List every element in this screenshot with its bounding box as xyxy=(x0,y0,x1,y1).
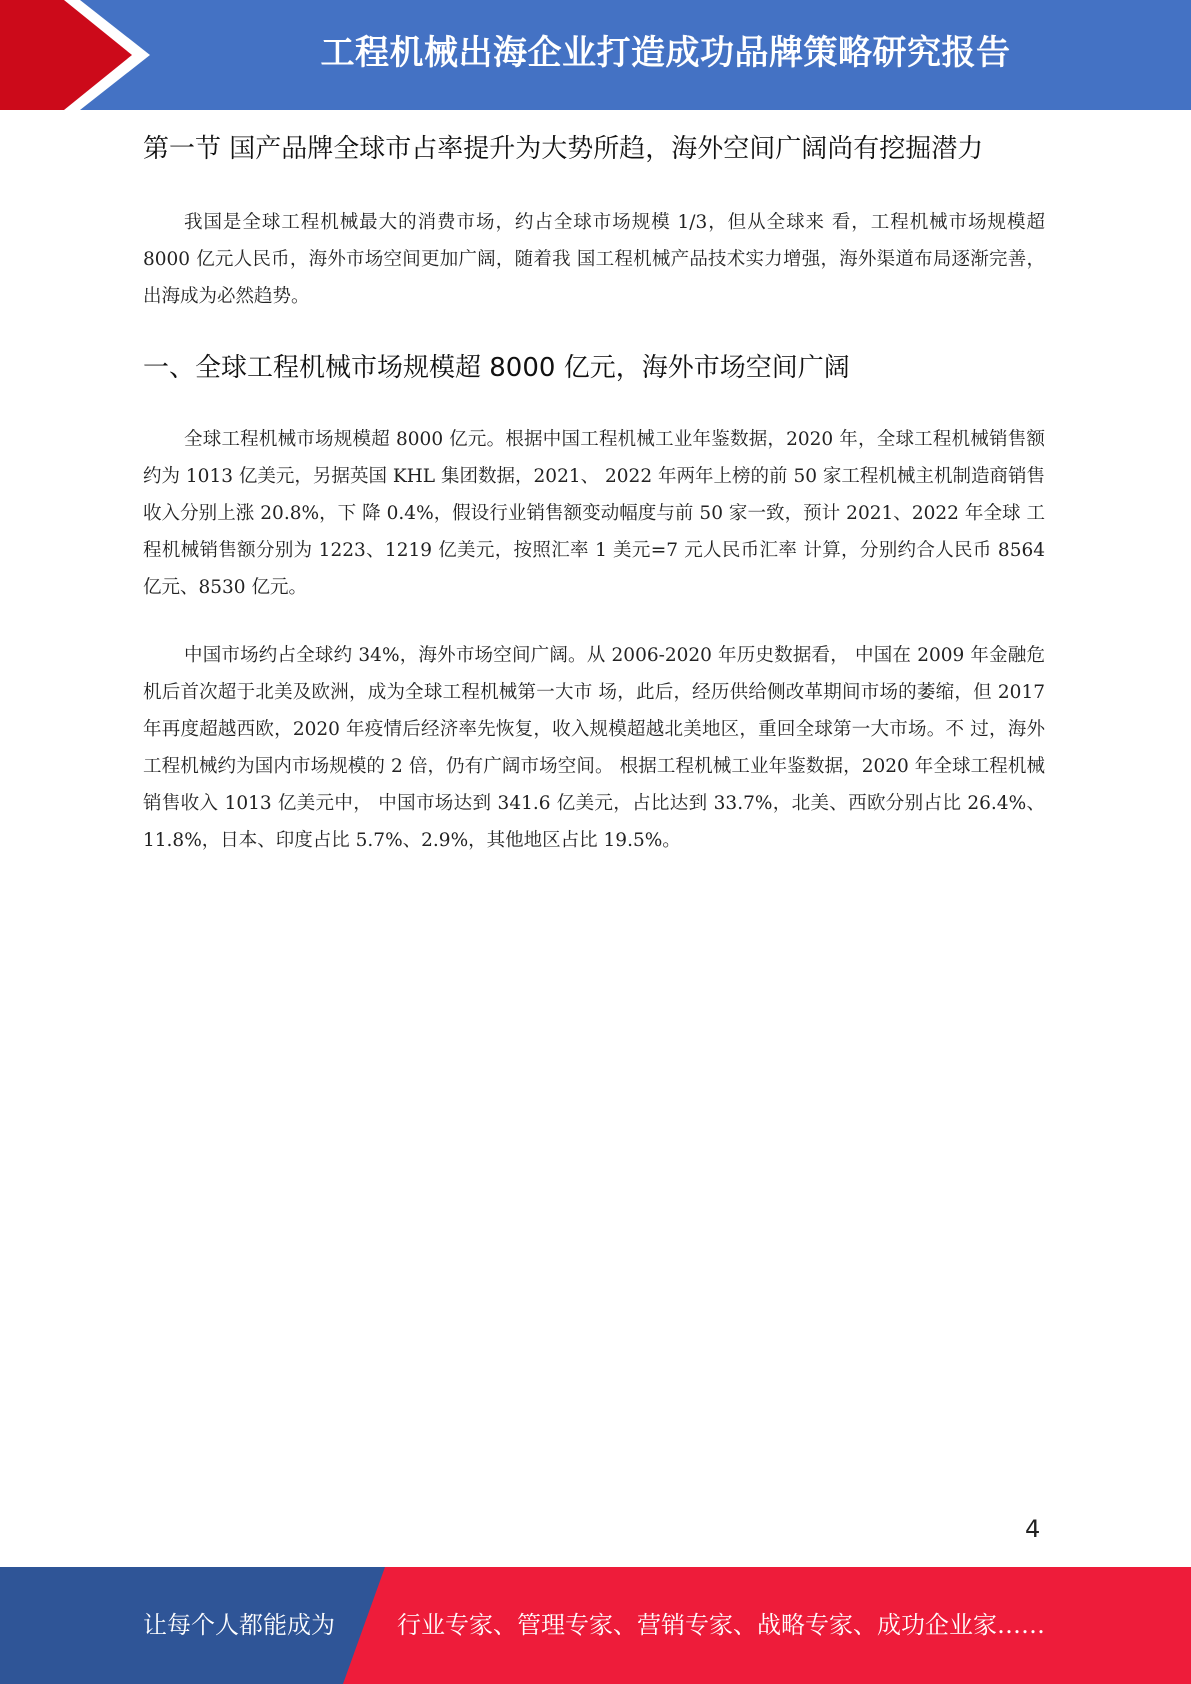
header-chevron-icon xyxy=(0,0,150,110)
subsection-heading: 一、全球工程机械市场规模超 8000 亿元，海外市场空间广阔 xyxy=(143,353,850,383)
section-heading: 第一节 国产品牌全球市占率提升为大势所趋，海外空间广阔尚有挖掘潜力 xyxy=(143,134,984,164)
body-paragraph: 全球工程机械市场规模超 8000 亿元。根据中国工程机械工业年鉴数据，2020 年，全球工程机械销售额约为 1013 亿美元，另据英国 KHL 集团数据，2021、 2022 年两年上榜的前 50 家工程机械主机制造商销售收入分别上涨 20.8%，下 降 0.4%，假设行业销售额变动幅度与前 50 家一致，预计 2021、2022 年全球 工程机械销售额分别为 1223、1219 亿美元，按照汇率 1 美元=7 元人民币汇率 计算，分别约合人民币 8564 亿元、8530 亿元。 xyxy=(143,429,1045,598)
footer-slogan-right: 行业专家、管理专家、营销专家、战略专家、成功企业家…… xyxy=(397,1611,1045,1639)
main-content xyxy=(143,128,1045,859)
report-title: 工程机械出海企业打造成功品牌策略研究报告 xyxy=(320,33,1011,73)
body-paragraph: 中国市场约占全球约 34%，海外市场空间广阔。从 2006-2020 年历史数据看， 中国在 2009 年金融危机后首次超于北美及欧洲，成为全球工程机械第一大市 场，此后，经历供给侧改革期间市场的萎缩，但 2017 年再度超越西欧，2020 年疫情后经济率先恢复，收入规模超越北美地区，重回全球第一大市场。不 过，海外工程机械约为国内市场规模的 2 倍，仍有广阔市场空间。 根据工程机械工业年鉴数据，2020 年全球工程机械销售收入 1013 亿美元中， 中国市场达到 341.6 亿美元，占比达到 33.7%，北美、西欧分别占比 26.4%、 11.8%，日本、印度占比 5.7%、2.9%，其他地区占比 19.5%。 xyxy=(143,645,1045,851)
report-header xyxy=(0,0,1191,110)
footer-slogan-left: 让每个人都能成为 xyxy=(143,1611,335,1639)
page-number: 4 xyxy=(1025,1515,1041,1543)
page-footer xyxy=(0,1567,1191,1684)
intro-paragraph: 我国是全球工程机械最大的消费市场，约占全球市场规模 1/3，但从全球来 看，工程机械市场规模超 8000 亿元人民币，海外市场空间更加广阔，随着我 国工程机械产品技术实力增强，海外渠道布局逐渐完善，出海成为必然趋势。 xyxy=(143,212,1045,307)
